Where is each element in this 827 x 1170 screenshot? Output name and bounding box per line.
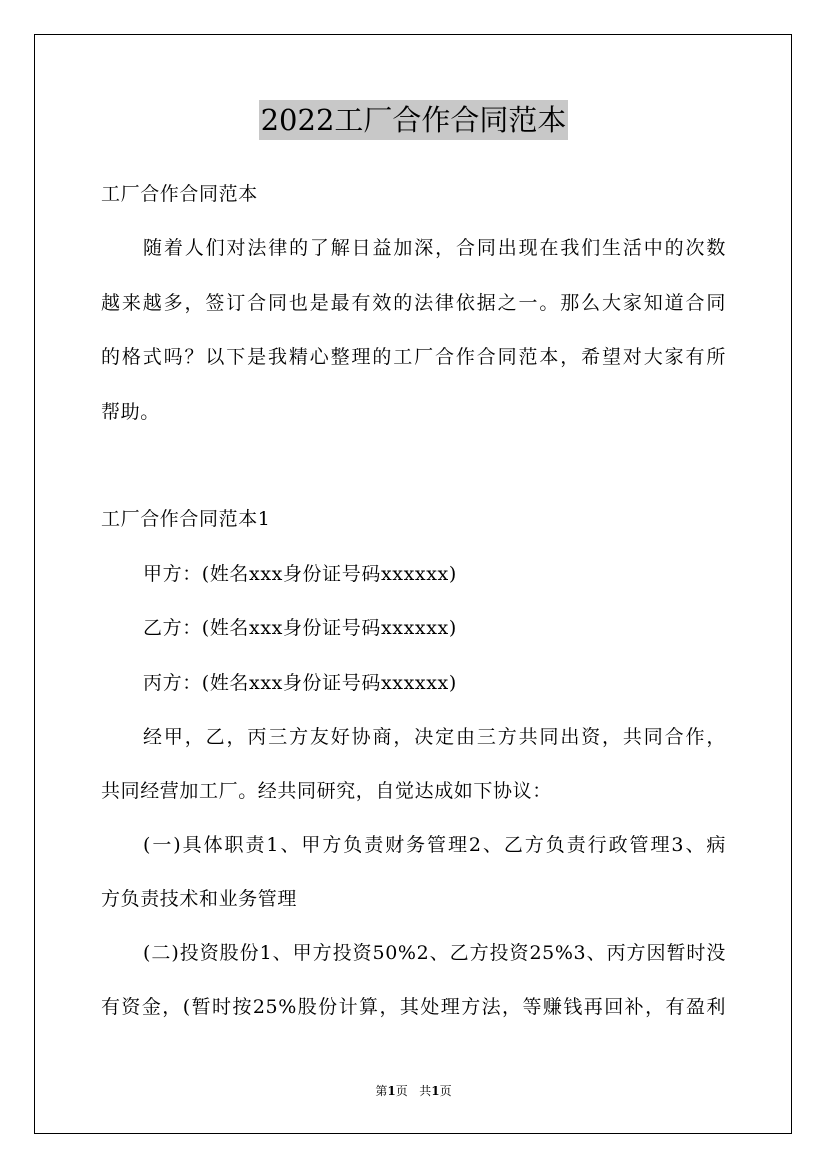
paragraph-line: 共同经营加工厂。经共同研究，自觉达成如下协议：	[101, 780, 552, 802]
clause-line: 方负责技术和业务管理	[101, 888, 298, 910]
section-heading: 工厂合作合同范本1	[101, 508, 271, 530]
footer-total-pages: 1	[431, 1084, 440, 1098]
clause-line: (二)投资股份1、甲方投资50%2、乙方投资25%3、丙方因暂时没	[143, 942, 726, 964]
paragraph-line: 越来越多，签订合同也是最有效的法律依据之一。那么大家知道合同	[101, 292, 726, 314]
paragraph-line: 随着人们对法律的了解日益加深，合同出现在我们生活中的次数	[143, 237, 726, 259]
paragraph-line: 帮助。	[101, 401, 160, 423]
footer-page-number: 1	[387, 1084, 396, 1098]
party-line: 乙方：(姓名xxx身份证号码xxxxxx)	[143, 617, 457, 639]
document-title: 2022工厂合作合同范本	[259, 100, 569, 140]
footer-total-prefix: 共	[419, 1084, 432, 1098]
footer-page-suffix: 页	[395, 1084, 408, 1098]
party-line: 丙方：(姓名xxx身份证号码xxxxxx)	[143, 672, 457, 694]
title-wrap	[0, 100, 827, 140]
paragraph-line: 的格式吗？以下是我精心整理的工厂合作合同范本，希望对大家有所	[101, 346, 726, 368]
clause-line: 有资金，(暂时按25%股份计算，其处理方法，等赚钱再回补，有盈利	[101, 996, 726, 1018]
section-heading: 工厂合作合同范本	[101, 183, 258, 205]
party-line: 甲方：(姓名xxx身份证号码xxxxxx)	[143, 563, 457, 585]
clause-line: (一)具体职责1、甲方负责财务管理2、乙方负责行政管理3、病	[143, 834, 726, 856]
footer-page-prefix: 第	[375, 1084, 388, 1098]
footer-total-suffix: 页	[439, 1084, 452, 1098]
paragraph-line: 经甲，乙，丙三方友好协商，决定由三方共同出资，共同合作，	[143, 726, 726, 748]
page-footer	[0, 1083, 827, 1099]
